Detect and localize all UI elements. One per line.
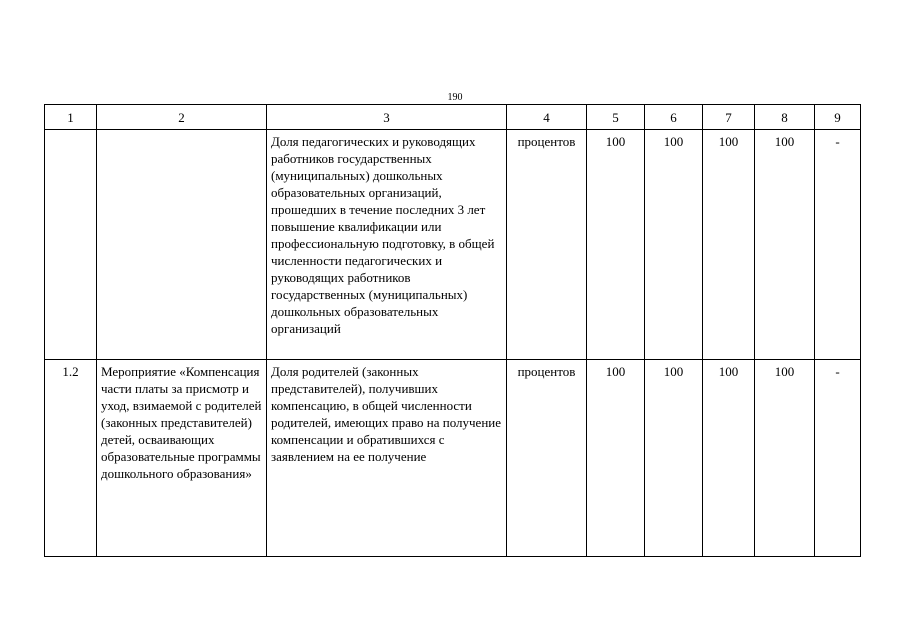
column-header: 8 <box>755 105 815 130</box>
value-cell: 100 <box>755 360 815 557</box>
value-cell: 100 <box>703 130 755 360</box>
column-header: 6 <box>645 105 703 130</box>
page-number: 190 <box>447 92 463 103</box>
column-header: 4 <box>507 105 587 130</box>
value-cell: 100 <box>645 360 703 557</box>
event-cell <box>97 130 267 360</box>
value-cell: 100 <box>587 360 645 557</box>
value-cell: 100 <box>587 130 645 360</box>
column-header: 1 <box>45 105 97 130</box>
value-cell: 100 <box>703 360 755 557</box>
table-row <box>45 360 861 557</box>
value-cell: - <box>815 130 861 360</box>
indicator-cell: Доля педагогических и руководящих работников государственных (муниципальных) дошкольных образовательных организаций, прошедших в течение последних 3 лет повышение квалификации или профессиональную подготовку, в общей численности педагогических и руководящих работников государственных (муниципальных) дошкольных образовательных организаций <box>267 130 507 360</box>
event-cell: Мероприятие «Компенсация части платы за присмотр и уход, взимаемой с родителей (законных представителей) детей, осваивающих образовательные программы дошкольного образования» <box>97 360 267 557</box>
column-header: 9 <box>815 105 861 130</box>
column-header: 5 <box>587 105 645 130</box>
header-row <box>45 105 861 130</box>
column-header: 2 <box>97 105 267 130</box>
indicator-cell: Доля родителей (законных представителей), получивших компенсацию, в общей численности родителей, имеющих право на получение компенсации и обратившихся с заявлением на ее получение <box>267 360 507 557</box>
value-cell: 100 <box>755 130 815 360</box>
value-cell: - <box>815 360 861 557</box>
unit-cell: процентов <box>507 360 587 557</box>
row-number: 1.2 <box>45 360 97 557</box>
table-row <box>45 130 861 360</box>
value-cell: 100 <box>645 130 703 360</box>
column-header: 3 <box>267 105 507 130</box>
column-header: 7 <box>703 105 755 130</box>
data-table <box>44 104 861 557</box>
unit-cell: процентов <box>507 130 587 360</box>
row-number <box>45 130 97 360</box>
